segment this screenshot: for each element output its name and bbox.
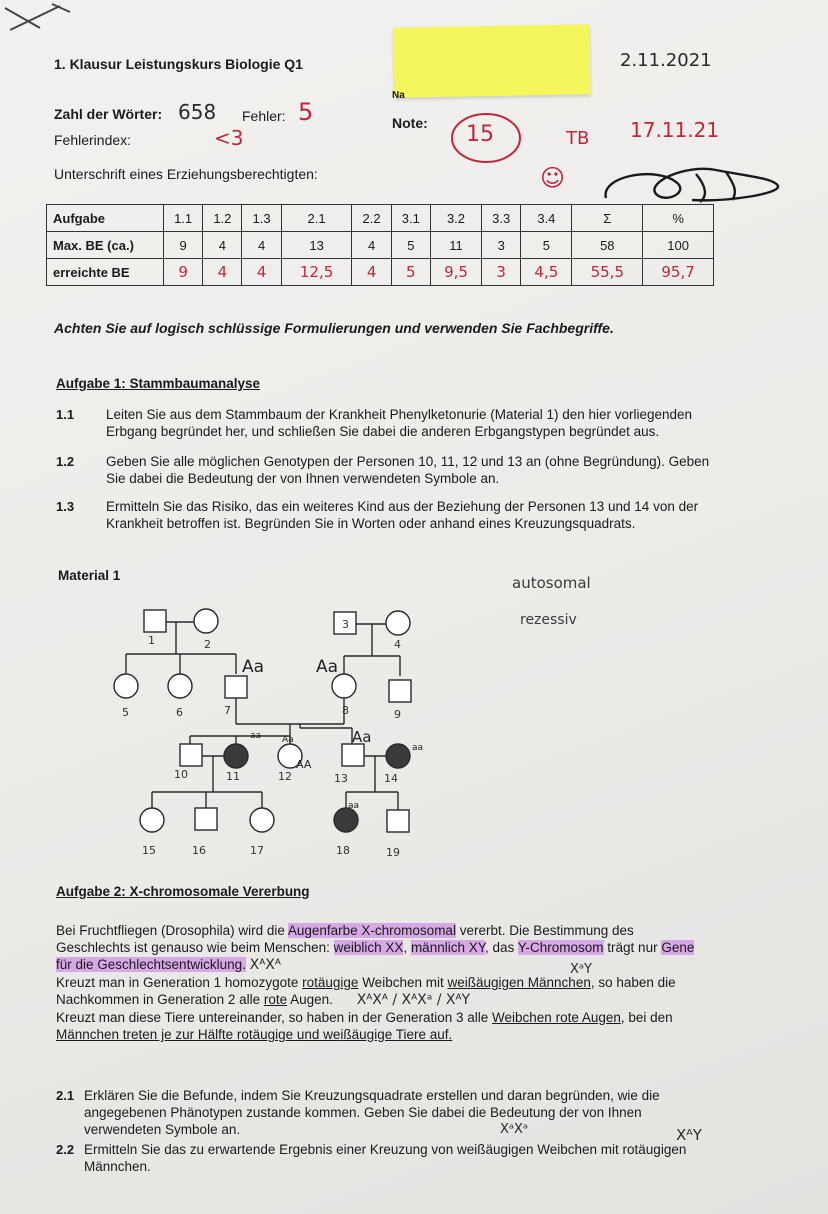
person-18-female-affected	[334, 808, 358, 832]
person-15-female	[140, 808, 164, 832]
task-line: angegebenen Phänotypen zustande kommen. Geben Sie dabei die Bedeutung der von Ihnen	[84, 1105, 642, 1120]
handwritten-date: 2.11.2021	[620, 50, 712, 71]
task-cell: 2.1	[281, 205, 352, 232]
achieved-cell: 4	[242, 259, 281, 286]
text-span: , das	[484, 940, 518, 955]
pedigree-chart	[100, 596, 460, 876]
highlighted-text: weiblich XX	[333, 940, 404, 955]
instruction-text: Achten Sie auf logisch schlüssige Formulierungen und verwenden Sie Fachbegriffe.	[54, 320, 614, 336]
pedigree-number: 18	[336, 844, 350, 857]
task-cell: 3.2	[430, 205, 481, 232]
pedigree-number: 17	[250, 844, 264, 857]
pedigree-number: 19	[386, 846, 400, 859]
highlighted-text: für die Geschlechtsentwicklung.	[56, 957, 246, 972]
task-text	[84, 1141, 784, 1175]
task-number: 2.2	[56, 1142, 75, 1157]
task-cell: 3.4	[521, 205, 572, 232]
achieved-cell: 95,7	[643, 259, 714, 286]
task-line: Ermitteln Sie das Risiko, das ein weiteres Kind aus der Beziehung der Personen 13 und 14 von der	[106, 499, 699, 514]
text-span: , so haben die	[590, 975, 676, 990]
task-cell: 3.1	[391, 205, 430, 232]
pedigree-number: 11	[226, 770, 240, 783]
task2-line	[56, 991, 776, 1009]
words-label: Zahl der Wörter:	[54, 106, 163, 122]
genotype-label: Aa	[282, 735, 294, 745]
task-line: Leiten Sie aus dem Stammbaum der Krankheit Phenylketonurie (Material 1) den hier vorliegenden	[106, 407, 693, 422]
achieved-cell: 9	[164, 259, 203, 286]
task2-line	[56, 974, 776, 991]
genotype-label: Aa	[352, 728, 372, 746]
task-line: Erklären Sie die Befunde, indem Sie Kreuzungsquadrate erstellen und daran begründen, wie die	[84, 1088, 660, 1103]
score-table	[46, 204, 714, 286]
task-number: 2.1	[56, 1088, 75, 1103]
pedigree-number: 3	[342, 618, 349, 631]
teacher-initials: TB	[566, 128, 590, 149]
task-text	[84, 1087, 764, 1138]
note-rezessiv: rezessiv	[520, 612, 577, 628]
achieved-cell: 4	[203, 259, 242, 286]
pedigree-number: 13	[334, 772, 348, 785]
name-label: Na	[392, 90, 405, 101]
task-line: Ermitteln Sie das zu erwartende Ergebnis einer Kreuzung von weißäugigen Weibchen mit rotäugigen	[84, 1142, 687, 1157]
pedigree-number: 16	[192, 844, 206, 857]
task2-line	[56, 1026, 776, 1043]
person-19-male	[387, 810, 409, 832]
text-span: Augen.	[287, 992, 333, 1007]
table-row	[47, 205, 714, 232]
text-span: vererbt. Die Bestimmung des	[455, 923, 634, 938]
person-8-female	[332, 674, 356, 698]
person-13-male	[342, 744, 364, 766]
task2-line	[56, 939, 776, 956]
person-14-female-affected	[386, 744, 410, 768]
max-cell: 4	[242, 232, 281, 259]
person-10-male	[180, 744, 202, 766]
errors-label: Fehler:	[242, 108, 286, 124]
error-index-value: <3	[214, 126, 244, 150]
highlighted-text: Augenfarbe X-chromosomal	[287, 923, 456, 938]
achieved-cell: 12,5	[281, 259, 352, 286]
task-cell: Σ	[572, 205, 643, 232]
task-cell: 3.3	[482, 205, 521, 232]
achieved-cell: 3	[482, 259, 521, 286]
max-cell: 9	[164, 232, 203, 259]
task2-heading: Aufgabe 2: X-chromosomale Vererbung	[56, 884, 310, 899]
task2-line	[56, 922, 776, 939]
task-cell: 1.3	[242, 205, 281, 232]
underlined-text: Weibchen rote Augen	[492, 1010, 621, 1025]
text-span: Kreuzt man in Generation 1 homozygote	[56, 975, 303, 990]
genotype-label: aa	[412, 743, 424, 753]
pedigree-number: 7	[224, 704, 231, 717]
task-line: Erbgang begründet her, und schließen Sie dabei die anderen Erbgangstypen begründet aus.	[106, 424, 660, 439]
pedigree-number: 12	[278, 770, 292, 783]
genotype-label: aa	[348, 801, 360, 811]
text-span: ,	[403, 940, 411, 955]
max-cell: 4	[352, 232, 391, 259]
task1-heading: Aufgabe 1: Stammbaumanalyse	[56, 376, 261, 391]
task-cell: %	[643, 205, 714, 232]
underlined-text: Männchen treten je zur Hälfte rotäugige und weißäugige Tiere auf.	[56, 1027, 453, 1042]
achieved-cell: 9,5	[430, 259, 481, 286]
pedigree-number: 5	[122, 706, 129, 719]
task-number: 1.3	[56, 499, 75, 514]
pedigree-number: 9	[394, 708, 401, 721]
text-span: , bei den	[620, 1010, 673, 1025]
pedigree-number: 2	[204, 638, 211, 651]
max-cell: 11	[430, 232, 481, 259]
table-row	[47, 259, 714, 286]
task-text	[106, 453, 796, 487]
text-span: Kreuzt man diese Tiere untereinander, so haben in der Generation 3 alle	[56, 1010, 493, 1025]
genotype-label: Aa	[316, 657, 339, 677]
highlighted-text: Y-Chromosom	[517, 940, 604, 955]
pedigree-number: 10	[174, 768, 188, 781]
pedigree-number: 1	[148, 634, 155, 647]
person-9-male	[389, 680, 411, 702]
underlined-text: weißäugigen Männchen	[447, 975, 591, 990]
highlighted-text: Gene	[661, 940, 695, 955]
person-4-female	[386, 611, 410, 635]
max-cell: 4	[203, 232, 242, 259]
signature-label: Unterschrift eines Erziehungsberechtigten:	[54, 166, 318, 182]
genotype-label: aa	[250, 731, 262, 741]
achieved-cell: 4	[352, 259, 391, 286]
pedigree-number: 15	[142, 844, 156, 857]
correction-date: 17.11.21	[630, 118, 720, 142]
task-cell: 1.1	[164, 205, 203, 232]
text-span: trägt nur	[603, 940, 662, 955]
row-label: Aufgabe	[47, 205, 164, 232]
handwritten-genotype: XᴬXᴬ / XᴬXᵃ / XᴬY	[356, 992, 471, 1008]
genotype-label: AA	[296, 758, 312, 771]
errors-value: 5	[298, 98, 314, 126]
pedigree-number: 4	[394, 638, 401, 651]
person-6-female	[168, 674, 192, 698]
handwritten-genotype: XᵃY	[570, 962, 592, 977]
max-cell: 5	[521, 232, 572, 259]
task-line: verwendeten Symbole an.	[84, 1122, 241, 1137]
text-span: Nachkommen in Generation 2 alle	[56, 992, 264, 1007]
table-row	[47, 232, 714, 259]
max-cell: 13	[281, 232, 352, 259]
max-cell: 3	[482, 232, 521, 259]
handwritten-genotype: XᴬY	[676, 1126, 702, 1144]
max-cell: 5	[391, 232, 430, 259]
pedigree-number: 14	[384, 772, 398, 785]
person-16-male	[195, 808, 217, 830]
underlined-text: rote	[263, 992, 288, 1007]
task-cell: 1.2	[203, 205, 242, 232]
max-cell: 58	[572, 232, 643, 259]
pedigree-number: 6	[176, 706, 183, 719]
exam-title: 1. Klausur Leistungskurs Biologie Q1	[54, 56, 303, 72]
smiley-icon: ☺	[540, 164, 566, 192]
max-cell: 100	[643, 232, 714, 259]
task2-intro	[56, 922, 776, 1043]
handwritten-genotype: XᴬXᴬ	[249, 957, 281, 973]
task2-line	[56, 1009, 776, 1026]
person-7-male	[225, 676, 247, 698]
handwritten-genotype: XᵃXᵃ	[500, 1122, 528, 1137]
corner-mark-icon	[0, 0, 80, 50]
task-number: 1.1	[56, 407, 75, 422]
material-label: Material 1	[58, 568, 121, 583]
note-label: Note:	[392, 115, 428, 131]
person-17-female	[250, 808, 274, 832]
person-1-male	[144, 610, 166, 632]
task-line: Sie dabei die Bedeutung der von Ihnen verwendeten Symbole an.	[106, 471, 500, 486]
task-cell: 2.2	[352, 205, 391, 232]
underlined-text: rotäugige	[302, 975, 359, 990]
task-text	[106, 406, 786, 440]
text-span: Geschlechts ist genauso wie beim Menschen:	[56, 940, 334, 955]
task-line: Krankheit betroffen ist. Begründen Sie in Worten oder anhand eines Kreuzungsquadrats.	[106, 516, 636, 531]
achieved-cell: 5	[391, 259, 430, 286]
task-line: Männchen.	[84, 1159, 151, 1174]
text-span: Weibchen mit	[358, 975, 448, 990]
row-label: erreichte BE	[47, 259, 164, 286]
task-line: Geben Sie alle möglichen Genotypen der Personen 10, 11, 12 und 13 an (ohne Begründung). Geben	[106, 454, 710, 469]
task-number: 1.2	[56, 454, 75, 469]
task-text	[106, 498, 796, 532]
person-2-female	[194, 609, 218, 633]
name-cover-sticky-note	[393, 24, 590, 97]
note-autosomal: autosomal	[512, 574, 591, 592]
achieved-cell: 55,5	[572, 259, 643, 286]
highlighted-text: männlich XY	[410, 940, 485, 955]
genotype-label: Aa	[242, 657, 265, 677]
text-span: Bei Fruchtfliegen (Drosophila) wird die	[56, 923, 288, 938]
person-11-female-affected	[224, 744, 248, 768]
grade-value: 15	[466, 122, 494, 147]
task2-line	[56, 956, 776, 974]
row-label: Max. BE (ca.)	[47, 232, 164, 259]
person-5-female	[114, 674, 138, 698]
pedigree-number: 8	[342, 704, 349, 717]
achieved-cell: 4,5	[521, 259, 572, 286]
words-value: 658	[178, 100, 217, 124]
error-index-label: Fehlerindex:	[54, 132, 132, 148]
